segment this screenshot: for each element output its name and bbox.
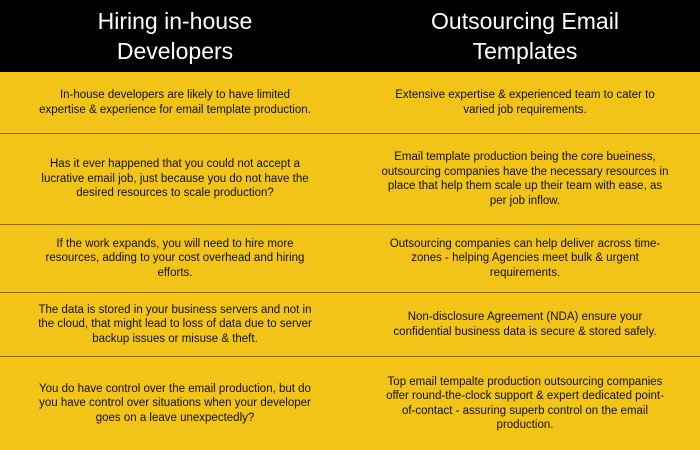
in-house-cell: Has it ever happened that you could not accept a lucrative email job, just because you do not have the desired resources to scale production? <box>41 158 309 200</box>
outsourcing-cell: Top email tempalte production outsourcing companies offer round-the-clock support & expert dedicated point-of-contact - assuring superb control on the email production. <box>386 375 664 431</box>
table-header <box>0 0 700 72</box>
outsourcing-cell: Extensive expertise & experienced team to cater to varied job requirements. <box>395 89 655 116</box>
outsourcing-cell: Email template production being the core bueiness, outsourcing companies have the necessary resources in place that help them scale up their team with ease, as per job inflow. <box>381 151 669 207</box>
outsourcing-cell: Outsourcing companies can help deliver across time-zones - helping Agencies meet bulk & urgent requirements. <box>389 237 661 279</box>
in-house-cell: The data is stored in your business servers and not in the cloud, that might lead to loss of data due to server backup issues or misuse & theft. <box>38 303 312 345</box>
header-outsourcing: Outsourcing Email Templates <box>431 8 619 64</box>
table-row <box>0 357 700 450</box>
table-row <box>0 72 700 134</box>
in-house-cell: You do have control over the email production, but do you have control over situations when your developer goes on a leave unexpectedly? <box>39 382 311 424</box>
outsourcing-cell: Non-disclosure Agreement (NDA) ensure your confidential business data is secure & stored safely. <box>393 311 657 338</box>
table-row <box>0 134 700 225</box>
in-house-cell: In-house developers are likely to have limited expertise & experience for email template production. <box>39 89 311 116</box>
header-in-house: Hiring in-house Developers <box>97 8 253 64</box>
table-row <box>0 293 700 357</box>
in-house-cell: If the work expands, you will need to hire more resources, adding to your cost overhead and hiring efforts. <box>45 237 305 279</box>
table-row <box>0 225 700 293</box>
